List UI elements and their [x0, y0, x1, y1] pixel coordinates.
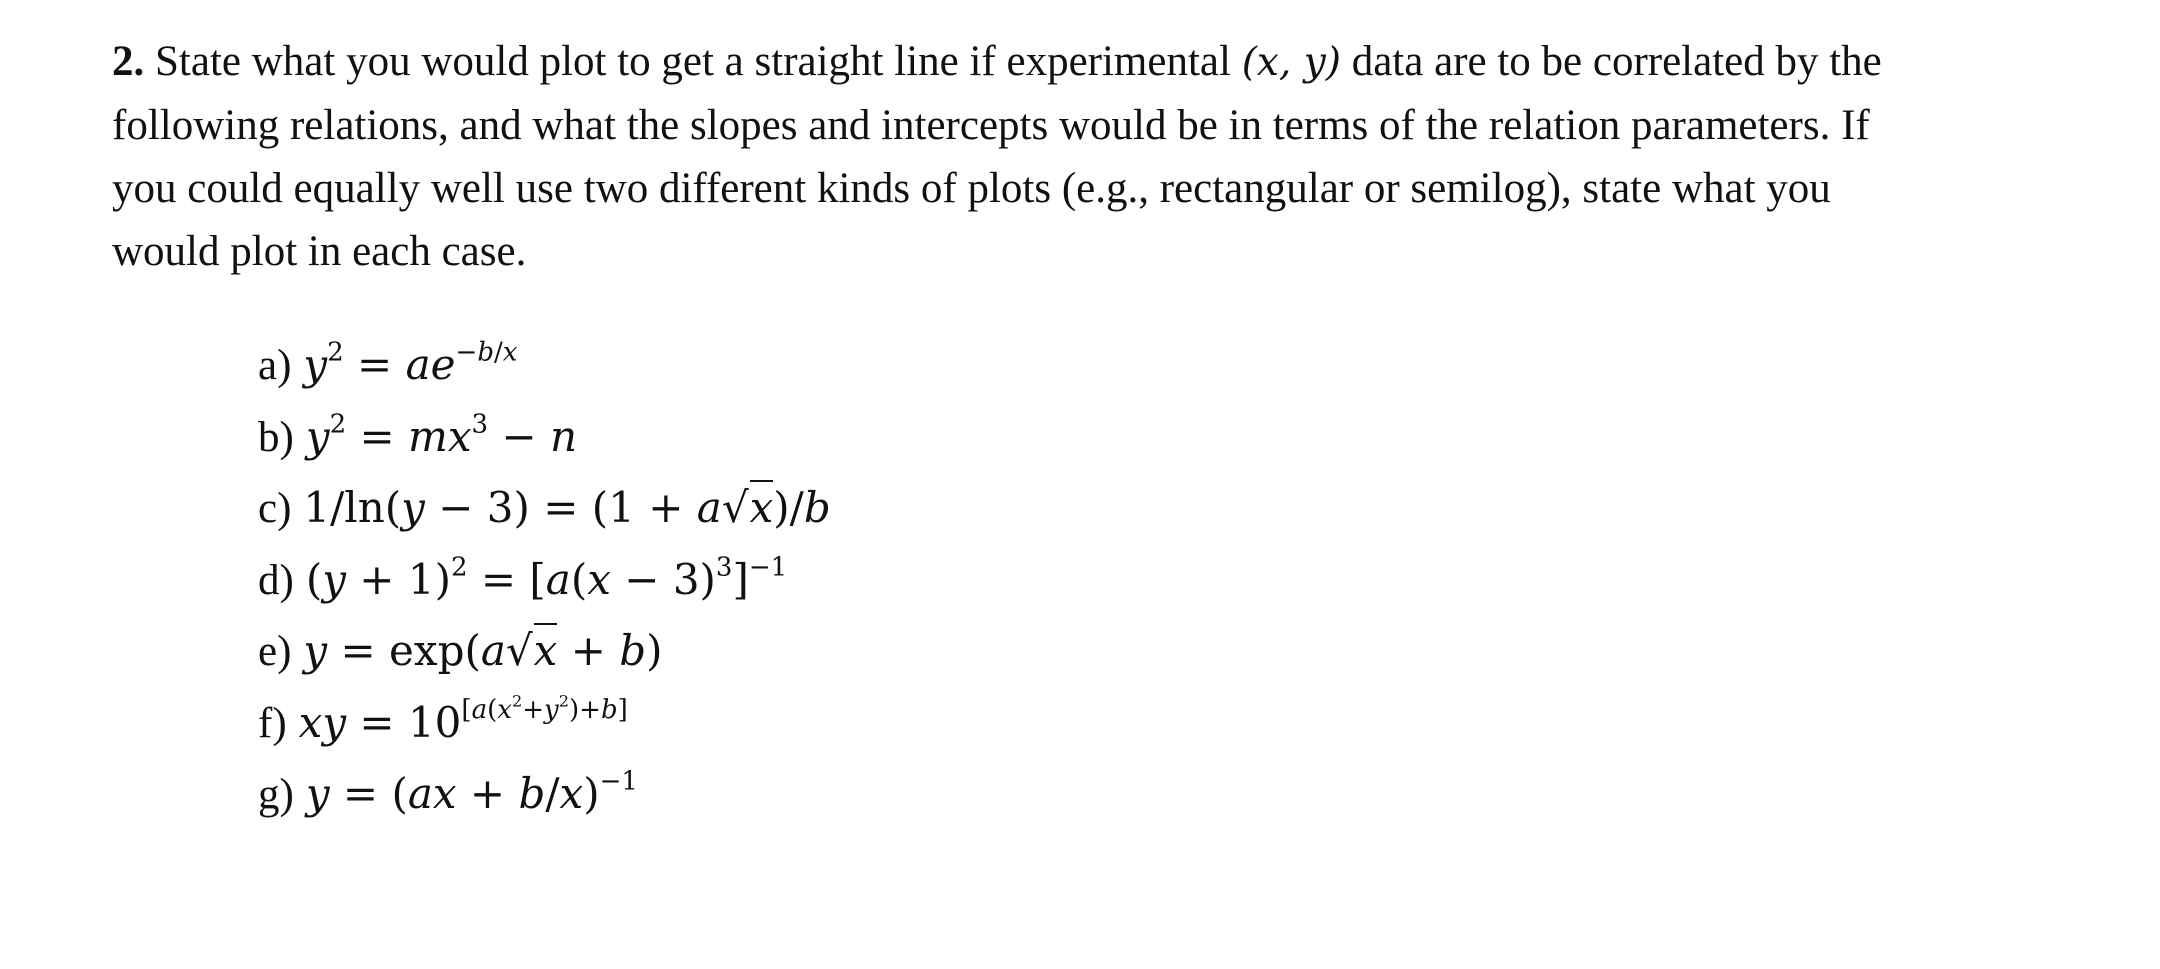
relations-list [258, 337, 831, 841]
relation-a [258, 337, 831, 412]
relation-label: g) [258, 771, 294, 818]
relation-g [258, 766, 831, 841]
relation-equation: $y^2 = mx^3 - n$ [305, 408, 578, 461]
relation-equation: $(y + 1)^2 = [a(x - 3)^3]^{-1}$ [305, 551, 788, 604]
relation-d [258, 551, 831, 627]
relation-label: b) [258, 413, 294, 461]
relation-equation: y = (ax + b/x)$^{-1}$ [305, 766, 638, 818]
relation-equation: xy = 10[a(x2+y2)+b] [298, 691, 628, 747]
relation-label: f) [258, 699, 287, 747]
relation-label: e) [258, 628, 292, 675]
problem-number: 2. [112, 38, 145, 85]
relation-e [258, 626, 831, 698]
relation-c [258, 483, 831, 555]
problem-statement [112, 30, 1942, 283]
relation-f [258, 691, 831, 770]
problem-text-before: State what you would plot to get a straight line if experimental [144, 38, 1242, 85]
relation-equation: $y^2 = ae^{-b/x}$ [303, 337, 518, 389]
problem-text-after: data are to be correlated by the following relations, and what the slopes and intercepts would be in terms of the relation parameters. If you could equally well use two different kinds of plots (e.g., rectangular or semilog), state what you would plot in each case. [112, 38, 1882, 275]
relation-label: d) [258, 556, 294, 604]
relation-b [258, 408, 831, 484]
relation-label: a) [258, 342, 292, 389]
relation-label: c) [258, 485, 292, 532]
relation-equation: y = exp(a√x + b) [303, 626, 662, 675]
problem-math-xy: (x, y) [1241, 40, 1341, 85]
relation-equation: 1/ln(y − 3) = (1 + a√x)/b [303, 483, 830, 532]
